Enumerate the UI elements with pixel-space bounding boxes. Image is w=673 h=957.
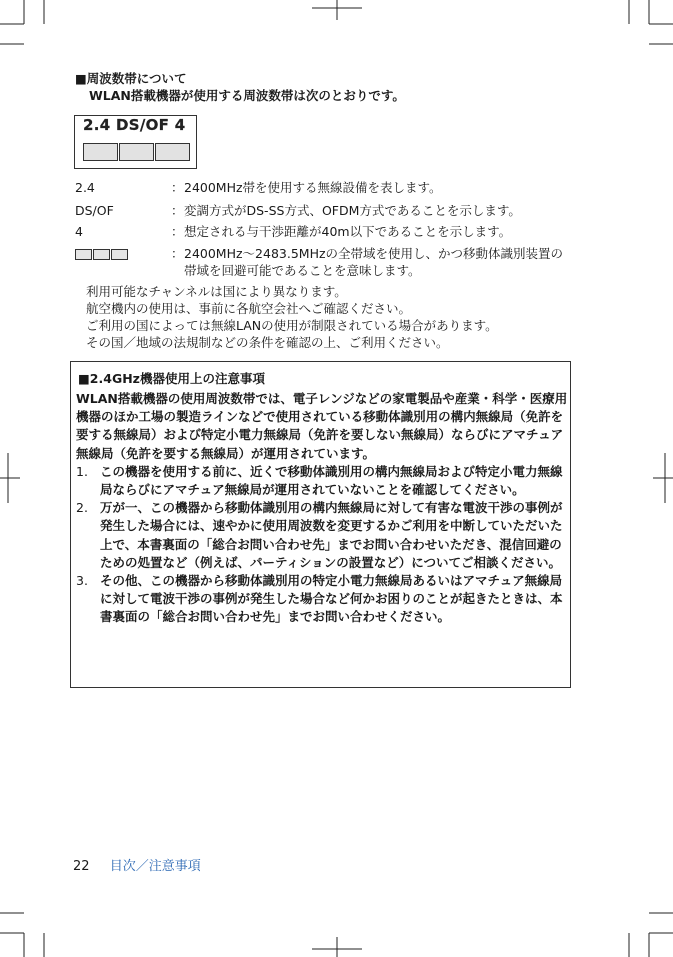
definition-colon: ：: [171, 180, 184, 195]
band-mini-icon: [75, 249, 175, 260]
caution-item-text: その他、この機器から移動体識別用の特定小電力無線局あるいはアマチュア無線局に対して電波干渉の事例が発生した場合など何かお困りのことが起きたときは、本書裏面の「総合お問い合わせ先」までお問い合わせください。: [100, 573, 563, 625]
caution-item-number: 3.: [76, 573, 88, 589]
caution-intro: WLAN搭載機器の使用周波数帯では、電子レンジなどの家電製品や産業・科学・医療用機器のほか工場の製造ラインなどで使用されている移動体識別用の構内無線局（免許を要する無線局）および特定小電力無線局（免許を要しない無線局）ならびにアマチュア無線局（免許を要する無線局）が運用されています。: [76, 391, 568, 461]
definition-desc: 2400MHz帯を使用する無線設備を表します。: [184, 180, 442, 195]
frequency-label-box: [74, 115, 197, 169]
definition-desc: 2400MHz～2483.5MHzの全帯域を使用し、かつ移動体識別装置の帯域を回避可能であることを意味します。: [184, 246, 564, 278]
caution-item-number: 2.: [76, 500, 88, 516]
definition-term-icon: [75, 245, 175, 260]
section-subheading: WLAN搭載機器が使用する周波数帯は次のとおりです。: [89, 88, 405, 103]
band-cell: [83, 143, 118, 161]
frequency-label-text: 2.4 DS/OF 4: [83, 116, 186, 134]
definition-colon: ：: [171, 203, 184, 218]
caution-item: [76, 463, 570, 499]
caution-item: [76, 572, 570, 627]
definition-term: 4: [75, 224, 83, 239]
page-number: 22: [73, 859, 90, 874]
note-item: 利用可能なチャンネルは国により異なります。: [86, 284, 347, 299]
definition-desc: 変調方式がDS-SS方式、OFDM方式であることを示します。: [184, 203, 521, 218]
definition-term: DS/OF: [75, 203, 114, 218]
band-cell: [155, 143, 190, 161]
toc-link[interactable]: 目次／注意事項: [109, 859, 201, 874]
section-heading: ■周波数帯について: [75, 71, 187, 86]
definition-colon: ：: [171, 246, 184, 261]
caution-title: ■2.4GHz機器使用上の注意事項: [78, 371, 265, 386]
caution-item-text: 万が一、この機器から移動体識別用の構内無線局に対して有害な電波干渉の事例が発生した場合には、速やかに使用周波数を変更するかご利用を中断していただいた上で、本書裏面の「総合お問い合わせ先」までお問い合わせいただき、混信回避のための処置など（例えば、パーティションの設置など）についてご相談ください。: [100, 500, 563, 570]
caution-box: [70, 361, 571, 688]
band-cell: [119, 143, 154, 161]
caution-body: [76, 390, 570, 627]
caution-item-number: 1.: [76, 463, 88, 479]
definition-desc: 想定される与干渉距離が40m以下であることを示します。: [184, 224, 512, 239]
caution-item: [76, 499, 570, 572]
note-item: ご利用の国によっては無線LANの使用が制限されている場合があります。: [86, 318, 498, 333]
band-indicator: [83, 143, 191, 161]
note-item: 航空機内の使用は、事前に各航空会社へご確認ください。: [86, 301, 412, 316]
section-header: [75, 70, 405, 104]
definition-colon: ：: [171, 224, 184, 239]
notes-list: [86, 283, 498, 351]
caution-item-text: この機器を使用する前に、近くで移動体識別用の構内無線局および特定小電力無線局ならびにアマチュア無線局が運用されていないことを確認してください。: [100, 463, 563, 498]
page-footer: [73, 855, 201, 874]
definition-term: 2.4: [75, 180, 95, 195]
note-item: その国／地域の法規制などの条件を確認の上、ご利用ください。: [86, 335, 449, 350]
